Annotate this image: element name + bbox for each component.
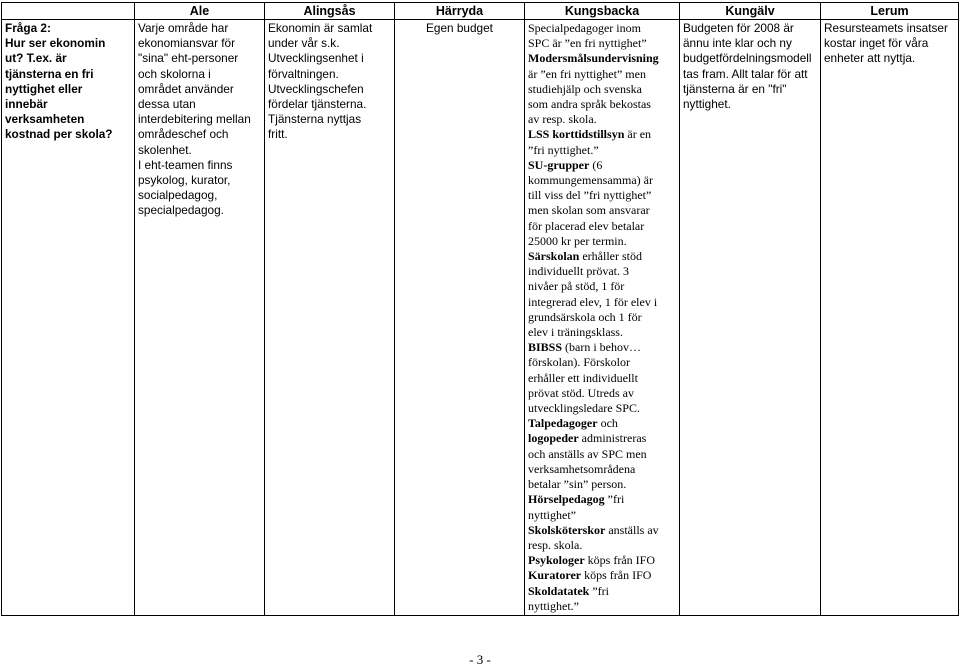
kungalv-line: nyttighet. bbox=[683, 97, 731, 112]
header-ale: Ale bbox=[135, 3, 265, 20]
text-segment: till viss del ”fri nyttighet” bbox=[528, 188, 652, 203]
text-segment: är en bbox=[624, 127, 652, 142]
kungsbacka-line bbox=[528, 584, 676, 599]
kungsbacka-line bbox=[528, 51, 676, 66]
kungsbacka-line bbox=[528, 112, 676, 127]
header-kungalv: Kungälv bbox=[680, 3, 821, 20]
ale-line: Varje område har bbox=[138, 21, 229, 35]
lerum-first-line: Resursteamets insatser bbox=[824, 21, 948, 35]
kungsbacka-line bbox=[528, 219, 676, 234]
kungsbacka-lines bbox=[528, 36, 676, 614]
ale-line: "sina" eht-personer bbox=[138, 51, 239, 66]
text-segment: betalar ”sin” person. bbox=[528, 477, 627, 492]
kungalv-cell bbox=[680, 20, 821, 616]
header-empty bbox=[2, 3, 135, 20]
text-segment: prövat stöd. Utreds av bbox=[528, 385, 634, 400]
question-line: Hur ser ekonomin bbox=[5, 36, 106, 51]
kungsbacka-line bbox=[528, 127, 676, 142]
question-line: Fråga 2: bbox=[5, 21, 51, 35]
text-segment: anställs av bbox=[605, 522, 659, 537]
kungsbacka-line bbox=[528, 416, 676, 431]
kungsbacka-line bbox=[528, 234, 676, 249]
kungsbacka-line bbox=[528, 295, 676, 310]
bold-term: Kuratorer bbox=[528, 568, 582, 583]
alingsas-first-line: Ekonomin är samlat bbox=[268, 21, 373, 35]
kungsbacka-line bbox=[528, 158, 676, 173]
alingsas-line: Utvecklingsenhet i bbox=[268, 51, 364, 66]
ale-line: skolenhet. bbox=[138, 142, 192, 157]
kungalv-first-line: Budgeten för 2008 är bbox=[683, 21, 794, 35]
alingsas-line: fördelar tjänsterna. bbox=[268, 97, 367, 112]
text-segment: integrerad elev, 1 för elev i bbox=[528, 294, 658, 309]
bold-term: Skolsköterskor bbox=[528, 522, 606, 537]
kungsbacka-line bbox=[528, 97, 676, 112]
harryda-first-line: Egen budget bbox=[426, 21, 493, 35]
lerum-line: enheter att nyttja. bbox=[824, 51, 916, 66]
bold-term: SU-grupper bbox=[528, 157, 590, 172]
kungalv-lines bbox=[683, 36, 817, 112]
kungsbacka-line bbox=[528, 477, 676, 492]
header-row bbox=[2, 3, 959, 20]
bold-term: Hörselpedagog bbox=[528, 492, 605, 507]
question-line: tjänsterna en fri bbox=[5, 66, 94, 81]
kungalv-line: tas fram. Allt talar för att bbox=[683, 66, 808, 81]
lerum-lines bbox=[824, 36, 955, 66]
text-segment: är ”en fri nyttighet” men bbox=[528, 66, 646, 81]
kungsbacka-line bbox=[528, 371, 676, 386]
page-number: - 3 - bbox=[469, 652, 491, 667]
kungalv-line: tjänsterna är en "fri" bbox=[683, 81, 787, 96]
ale-line: socialpedagog, bbox=[138, 188, 218, 203]
kungsbacka-line bbox=[528, 401, 676, 416]
kungsbacka-line bbox=[528, 264, 676, 279]
lerum-cell bbox=[821, 20, 959, 616]
question-line: ut? T.ex. är bbox=[5, 51, 67, 66]
text-segment: utvecklingsledare SPC. bbox=[528, 401, 640, 416]
kungsbacka-line bbox=[528, 279, 676, 294]
text-segment: av resp. skola. bbox=[528, 112, 597, 127]
question-line: verksamheten bbox=[5, 112, 85, 127]
question-line: innebär bbox=[5, 97, 48, 112]
text-segment: ”fri bbox=[604, 492, 625, 507]
text-segment: individuellt prövat. 3 bbox=[528, 264, 629, 279]
text-segment: studiehjälp och svenska bbox=[528, 81, 642, 96]
kungsbacka-line bbox=[528, 523, 676, 538]
kungsbacka-first-line: Specialpedagoger inom bbox=[528, 21, 641, 35]
text-segment: för placerad elev betalar bbox=[528, 218, 645, 233]
kungsbacka-line bbox=[528, 599, 676, 614]
kungsbacka-line bbox=[528, 36, 676, 51]
harryda-cell bbox=[395, 20, 525, 616]
kungsbacka-line bbox=[528, 143, 676, 158]
kungsbacka-line bbox=[528, 386, 676, 401]
bold-term: Psykologer bbox=[528, 553, 585, 568]
text-segment: verksamhetsområdena bbox=[528, 461, 636, 476]
question-cell bbox=[2, 20, 135, 616]
text-segment: erhåller ett individuellt bbox=[528, 370, 638, 385]
ale-line: dessa utan bbox=[138, 97, 196, 112]
question-line: nyttighet eller bbox=[5, 81, 83, 96]
alingsas-line: fritt. bbox=[268, 127, 288, 142]
text-segment: nyttighet” bbox=[528, 507, 576, 522]
text-segment: förskolan). Förskolor bbox=[528, 355, 630, 370]
kungsbacka-line bbox=[528, 173, 676, 188]
header-alingsas: Alingsås bbox=[265, 3, 395, 20]
text-segment: men skolan som ansvarar bbox=[528, 203, 650, 218]
ale-line: psykolog, kurator, bbox=[138, 173, 231, 188]
question-line: kostnad per skola? bbox=[5, 127, 113, 142]
kungsbacka-line bbox=[528, 325, 676, 340]
kungsbacka-line bbox=[528, 538, 676, 553]
bold-term: LSS korttidstillsyn bbox=[528, 127, 625, 142]
comparison-table bbox=[1, 2, 959, 616]
answer-row bbox=[2, 20, 959, 616]
kungsbacka-line bbox=[528, 355, 676, 370]
alingsas-lines bbox=[268, 36, 391, 142]
text-segment: köps från IFO bbox=[584, 553, 655, 568]
text-segment: köps från IFO bbox=[581, 568, 652, 583]
alingsas-cell bbox=[265, 20, 395, 616]
text-segment: ”fri bbox=[589, 583, 610, 598]
text-segment: resp. skola. bbox=[528, 537, 583, 552]
ale-line: I eht-teamen finns bbox=[138, 157, 233, 172]
header-lerum: Lerum bbox=[821, 3, 959, 20]
text-segment: (6 bbox=[589, 157, 603, 172]
text-segment: grundsärskola och 1 för bbox=[528, 309, 642, 324]
kungsbacka-line bbox=[528, 67, 676, 82]
kungsbacka-cell bbox=[525, 20, 680, 616]
text-segment: och anställs av SPC men bbox=[528, 446, 647, 461]
ale-line: specialpedagog. bbox=[138, 203, 224, 218]
ale-line: och skolorna i bbox=[138, 66, 211, 81]
kungsbacka-line bbox=[528, 249, 676, 264]
bold-term: Talpedagoger bbox=[528, 416, 598, 431]
kungsbacka-line bbox=[528, 340, 676, 355]
alingsas-line: förvaltningen. bbox=[268, 66, 339, 81]
bold-term: Skoldatatek bbox=[528, 583, 590, 598]
ale-line: ekonomiansvar för bbox=[138, 36, 236, 51]
ale-cell bbox=[135, 20, 265, 616]
kungalv-line: ännu inte klar och ny bbox=[683, 36, 792, 51]
header-harryda: Härryda bbox=[395, 3, 525, 20]
text-segment: kommungemensamma) är bbox=[528, 173, 653, 188]
bold-term: Modersmålsundervisning bbox=[528, 51, 659, 66]
text-segment: nyttighet.” bbox=[528, 598, 579, 613]
kungsbacka-line bbox=[528, 82, 676, 97]
kungsbacka-line bbox=[528, 462, 676, 477]
bold-term: BIBSS bbox=[528, 340, 563, 355]
text-segment: 25000 kr per termin. bbox=[528, 233, 627, 248]
bold-term: logopeder bbox=[528, 431, 579, 446]
ale-line: området använder bbox=[138, 81, 234, 96]
kungsbacka-line bbox=[528, 492, 676, 507]
ale-line: interdebitering mellan bbox=[138, 112, 251, 127]
header-kungsbacka: Kungsbacka bbox=[525, 3, 680, 20]
kungsbacka-line bbox=[528, 447, 676, 462]
kungsbacka-line bbox=[528, 553, 676, 568]
text-segment: SPC är ”en fri nyttighet” bbox=[528, 36, 647, 51]
bold-term: Särskolan bbox=[528, 249, 580, 264]
text-segment: och bbox=[597, 416, 618, 431]
text-segment: nivåer på stöd, 1 för bbox=[528, 279, 625, 294]
alingsas-line: under vår s.k. bbox=[268, 36, 340, 51]
text-segment: administreras bbox=[578, 431, 647, 446]
ale-line: områdeschef och bbox=[138, 127, 229, 142]
kungsbacka-line bbox=[528, 431, 676, 446]
text-segment: som andra språk bekostas bbox=[528, 97, 651, 112]
alingsas-line: Utvecklingschefen bbox=[268, 81, 364, 96]
kungsbacka-line bbox=[528, 508, 676, 523]
kungsbacka-line bbox=[528, 188, 676, 203]
text-segment: erhåller stöd bbox=[579, 249, 643, 264]
text-segment: ”fri nyttighet.” bbox=[528, 142, 599, 157]
lerum-line: kostar inget för våra bbox=[824, 36, 929, 51]
text-segment: elev i träningsklass. bbox=[528, 325, 623, 340]
kungalv-line: budgetfördelningsmodell bbox=[683, 51, 812, 66]
kungsbacka-line bbox=[528, 310, 676, 325]
text-segment: (barn i behov… bbox=[562, 340, 642, 355]
kungsbacka-line bbox=[528, 203, 676, 218]
kungsbacka-line bbox=[528, 568, 676, 583]
alingsas-line: Tjänsterna nyttjas bbox=[268, 112, 362, 127]
